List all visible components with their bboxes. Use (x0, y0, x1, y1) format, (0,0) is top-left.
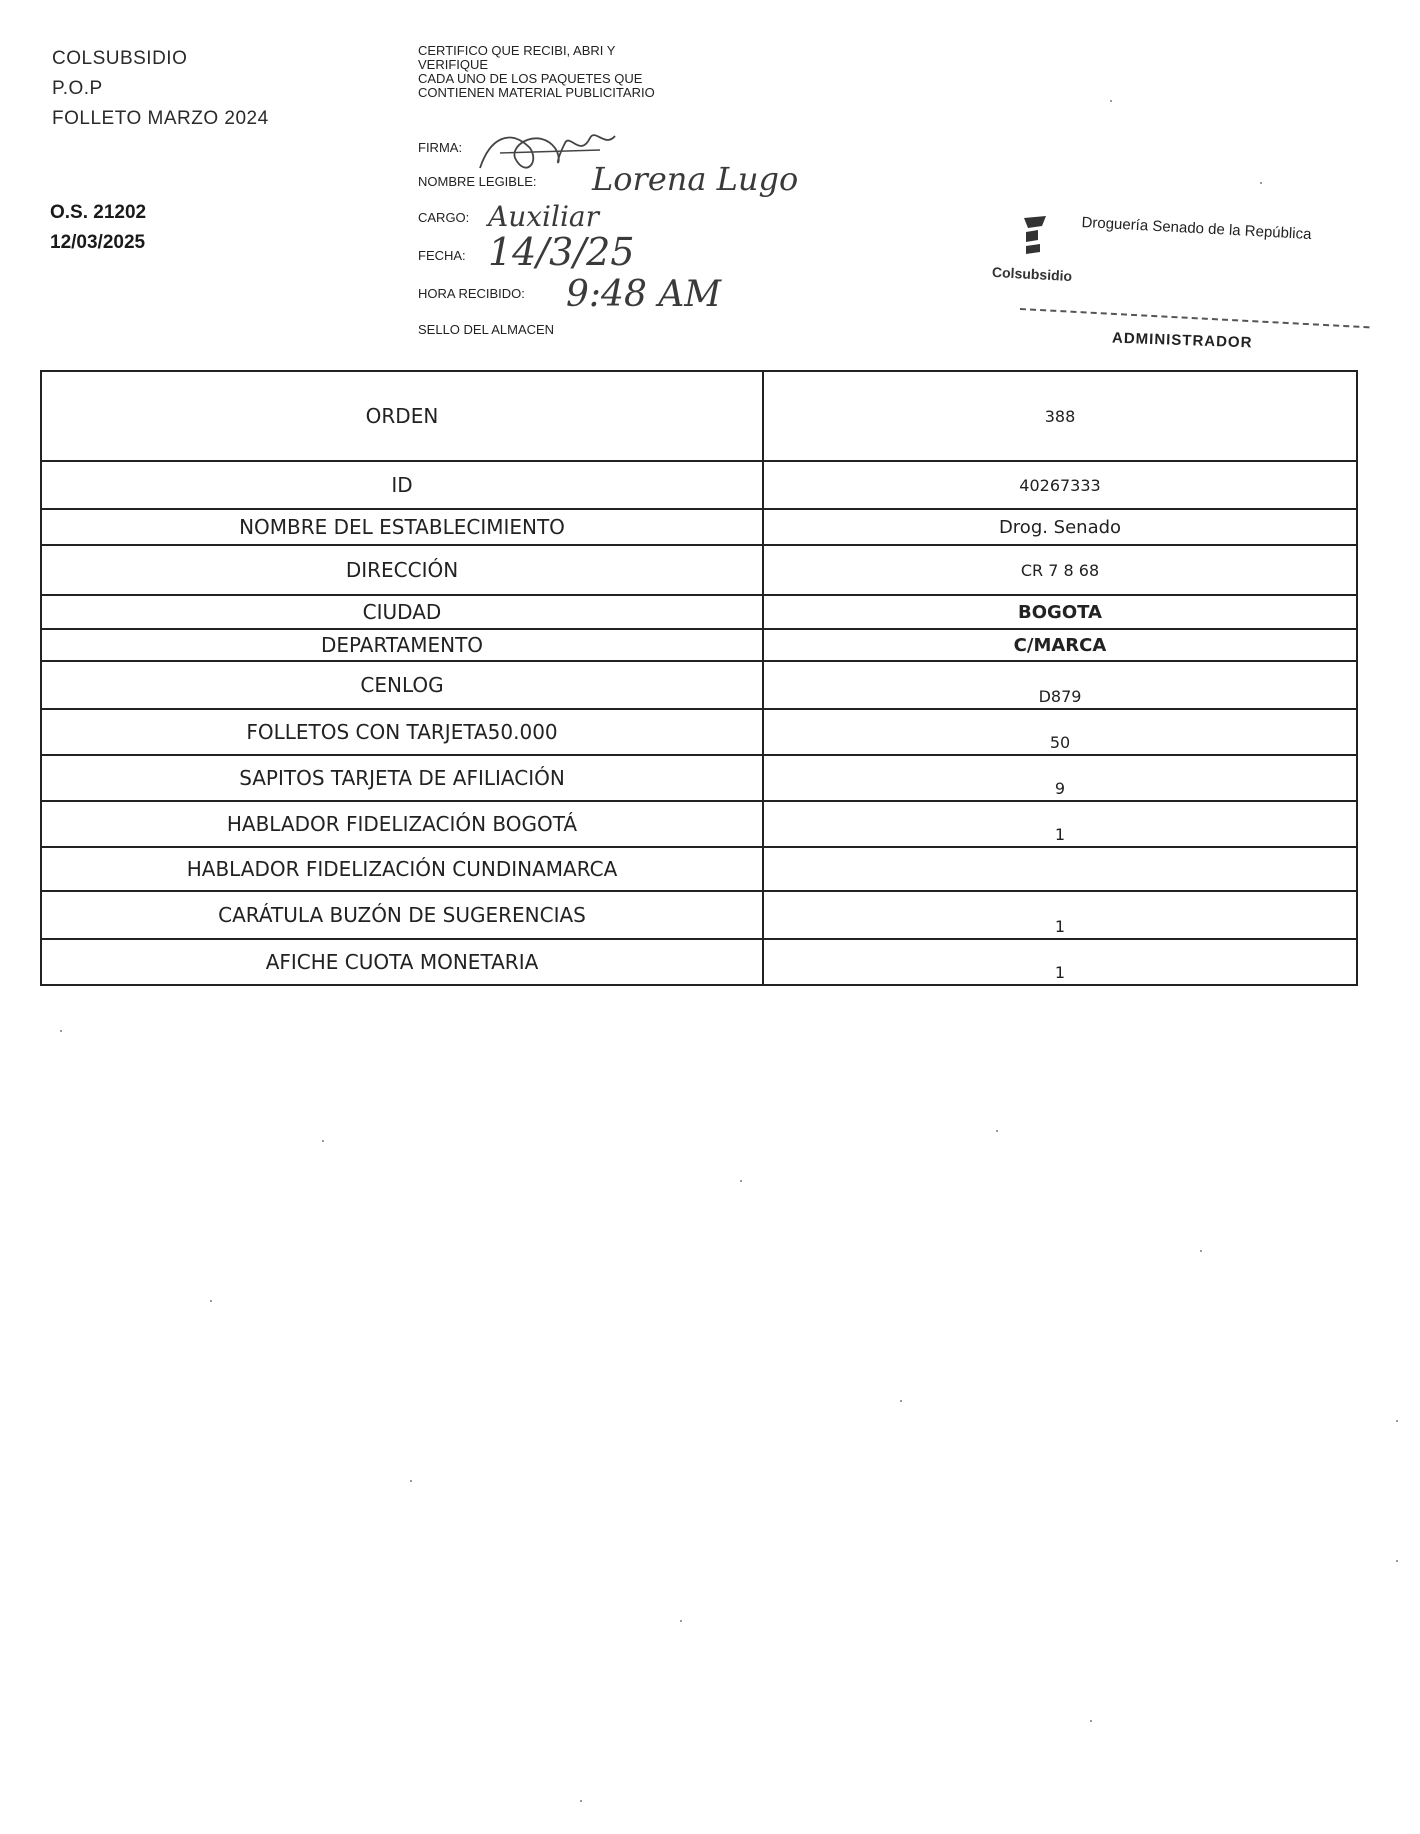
nombre-label: NOMBRE LEGIBLE: (418, 174, 537, 189)
row-value: D879 (763, 661, 1357, 709)
table-row (41, 891, 1357, 939)
row-value: C/MARCA (763, 629, 1357, 661)
pop-code: P.O.P (52, 78, 103, 99)
cert-line: CERTIFICO QUE RECIBI, ABRI Y (418, 43, 616, 58)
row-value: 40267333 (763, 461, 1357, 509)
cargo-label: CARGO: (418, 210, 470, 225)
row-value: BOGOTA (763, 595, 1357, 629)
table-row (41, 709, 1357, 755)
row-label: CENLOG (41, 661, 763, 709)
row-label: AFICHE CUOTA MONETARIA (41, 939, 763, 985)
row-value: 1 (763, 939, 1357, 985)
row-label: ORDEN (41, 371, 763, 461)
hora-label: HORA RECIBIDO: (418, 286, 525, 301)
row-value: 1 (763, 891, 1357, 939)
stamp-title: Droguería Senado de la República (1081, 214, 1312, 244)
row-label: DEPARTAMENTO (41, 629, 763, 661)
os-number: O.S. 21202 (50, 202, 147, 223)
table-row (41, 939, 1357, 985)
table-row (41, 755, 1357, 801)
table-row (41, 661, 1357, 709)
row-value: 388 (763, 371, 1357, 461)
os-date: 12/03/2025 (50, 232, 146, 253)
row-label: NOMBRE DEL ESTABLECIMIENTO (41, 509, 763, 545)
table-row (41, 371, 1357, 461)
brochure-title: FOLLETO MARZO 2024 (52, 108, 269, 129)
row-value: 1 (763, 801, 1357, 847)
fecha-label: FECHA: (418, 248, 466, 263)
header-left (52, 44, 269, 134)
firma-label: FIRMA: (418, 140, 463, 155)
certification-text (418, 44, 655, 100)
table-row (41, 801, 1357, 847)
row-label: DIRECCIÓN (41, 545, 763, 595)
company-name: COLSUBSIDIO (52, 48, 188, 69)
table-row (41, 545, 1357, 595)
table-row (41, 847, 1357, 891)
row-value: CR 7 8 68 (763, 545, 1357, 595)
cert-line: CADA UNO DE LOS PAQUETES QUE (418, 71, 643, 86)
stamp-signature-line (1020, 308, 1370, 328)
row-label: CARÁTULA BUZÓN DE SUGERENCIAS (41, 891, 763, 939)
row-label: CIUDAD (41, 595, 763, 629)
row-label: HABLADOR FIDELIZACIÓN BOGOTÁ (41, 801, 763, 847)
row-value: 9 (763, 755, 1357, 801)
stamp-brand: Colsubsidio (991, 263, 1073, 285)
colsubsidio-logo-icon (1020, 214, 1050, 260)
row-value: Drog. Senado (763, 509, 1357, 545)
cargo-value: Auxiliar (488, 200, 599, 233)
row-label: HABLADOR FIDELIZACIÓN CUNDINAMARCA (41, 847, 763, 891)
service-order (50, 198, 146, 258)
row-value (763, 847, 1357, 891)
hora-value: 9:48 AM (566, 274, 722, 315)
table-row (41, 595, 1357, 629)
stamp-role: ADMINISTRADOR (1111, 329, 1253, 352)
row-label: ID (41, 461, 763, 509)
cert-line: CONTIENEN MATERIAL PUBLICITARIO (418, 85, 655, 100)
table-row (41, 509, 1357, 545)
sello-label: SELLO DEL ALMACEN (418, 322, 555, 337)
table-row (41, 461, 1357, 509)
row-label: SAPITOS TARJETA DE AFILIACIÓN (41, 755, 763, 801)
row-value: 50 (763, 709, 1357, 755)
row-label: FOLLETOS CON TARJETA50.000 (41, 709, 763, 755)
table-row (41, 629, 1357, 661)
store-stamp (990, 208, 1380, 358)
fecha-value: 14/3/25 (488, 230, 635, 274)
delivery-table (40, 370, 1358, 986)
nombre-value: Lorena Lugo (592, 160, 799, 198)
cert-line: VERIFIQUE (418, 57, 489, 72)
